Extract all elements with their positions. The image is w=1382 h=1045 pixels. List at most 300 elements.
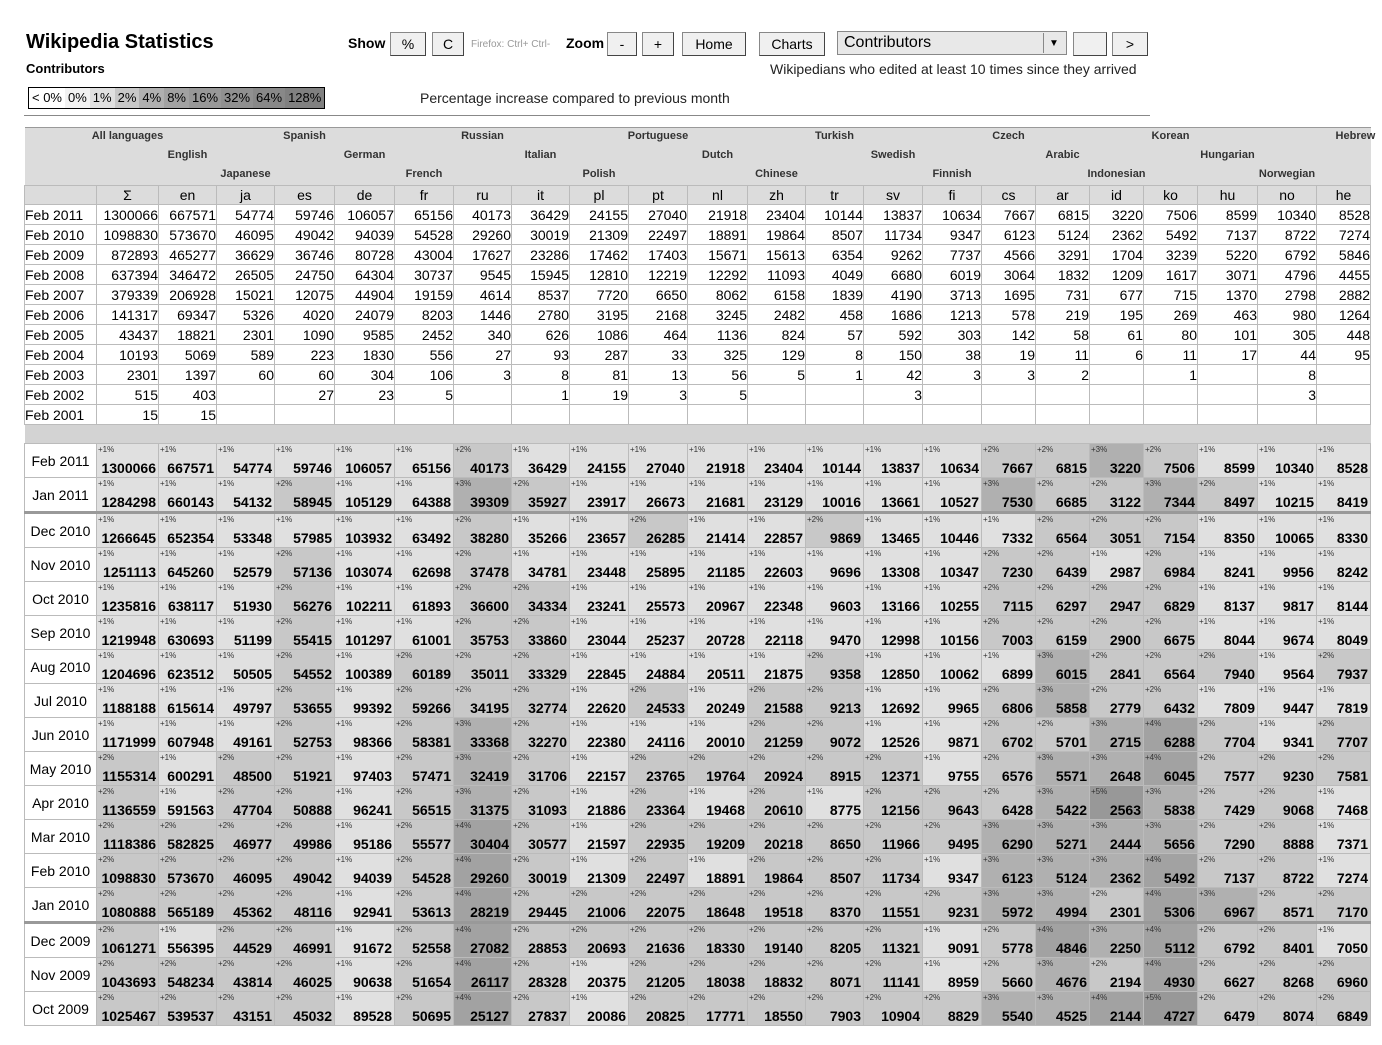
value-cell (335, 752, 395, 786)
percent-change: +2% (1199, 719, 1216, 728)
zoom-out-button[interactable]: - (607, 32, 637, 56)
percent-change: +1% (396, 479, 413, 488)
percent-change: +1% (1259, 719, 1276, 728)
percent-change: +2% (749, 959, 766, 968)
cell-content (97, 444, 158, 477)
cell-content (1198, 854, 1257, 887)
value-cell (512, 888, 570, 923)
value-cell (570, 786, 629, 820)
value-cell: 19 (570, 385, 629, 405)
value-cell: 2301 (217, 325, 275, 345)
cell-value: 26285 (646, 530, 685, 546)
language-code[interactable]: ru (454, 186, 512, 205)
cell-content (217, 718, 274, 751)
percent-change: +2% (513, 855, 530, 864)
percent-change: +2% (807, 821, 824, 830)
percent-change: +2% (924, 821, 941, 830)
cell-content (629, 854, 687, 887)
language-code[interactable]: fr (395, 186, 454, 205)
percent-change: +1% (336, 617, 353, 626)
value-cell: 24155 (570, 205, 629, 225)
cell-value: 5656 (1163, 836, 1195, 852)
value-cell (512, 923, 570, 958)
cell-value: 10904 (881, 1008, 920, 1024)
header-cell (570, 128, 629, 148)
language-code[interactable]: id (1090, 186, 1144, 205)
percent-change: +2% (865, 787, 882, 796)
cell-content (335, 992, 394, 1025)
percent-change: +2% (865, 889, 882, 898)
value-cell (806, 478, 864, 513)
cell-content (1090, 650, 1143, 683)
cell-content (217, 684, 274, 717)
value-cell (159, 752, 217, 786)
cell-value: 7332 (1001, 530, 1033, 546)
cell-value: 645260 (167, 564, 214, 580)
value-cell (923, 582, 982, 616)
value-cell: 19159 (395, 285, 454, 305)
language-code[interactable]: tr (806, 186, 864, 205)
cell-content (1090, 992, 1143, 1025)
cell-value: 4930 (1163, 974, 1195, 990)
cell-content (688, 548, 747, 581)
value-cell: 8507 (806, 225, 864, 245)
cell-value: 47704 (233, 802, 272, 818)
value-cell: 26505 (217, 265, 275, 285)
cell-value: 28328 (528, 974, 567, 990)
value-cell: 60 (275, 365, 335, 385)
zoom-label: Zoom (566, 35, 605, 51)
value-cell (217, 752, 275, 786)
cell-content (395, 718, 453, 751)
cell-value: 43814 (233, 974, 272, 990)
value-cell: 6815 (1036, 205, 1090, 225)
cell-content (217, 548, 274, 581)
value-cell (217, 718, 275, 752)
percent-change: +1% (160, 753, 177, 762)
value-cell (1144, 992, 1198, 1026)
metric-select[interactable] (837, 31, 1067, 55)
percent-change: +1% (336, 549, 353, 558)
language-code[interactable]: hu (1198, 186, 1258, 205)
cell-value: 2648 (1109, 768, 1141, 784)
cell-value: 21185 (706, 564, 745, 580)
cell-content (1258, 718, 1316, 751)
value-cell (1198, 923, 1258, 958)
language-code[interactable]: pl (570, 186, 629, 205)
cell-value: 1188188 (102, 700, 156, 716)
cell-value: 35011 (470, 666, 509, 682)
count-button[interactable]: C (432, 32, 464, 56)
cell-value: 9564 (1282, 666, 1314, 682)
value-cell: 223 (275, 345, 335, 365)
cell-content (275, 718, 334, 751)
cell-value: 2779 (1109, 700, 1141, 716)
value-cell: 287 (570, 345, 629, 365)
cell-value: 49986 (293, 836, 332, 852)
cell-value: 9091 (947, 940, 979, 956)
home-button[interactable]: Home (682, 32, 746, 56)
cell-value: 23917 (587, 494, 626, 510)
header-cell (1036, 166, 1090, 186)
cell-value: 29445 (528, 904, 567, 920)
value-cell: 2168 (629, 305, 688, 325)
cell-value: 22075 (646, 904, 685, 920)
cell-content (1090, 514, 1143, 547)
percent-change: +2% (276, 787, 293, 796)
value-cell (570, 958, 629, 992)
value-cell (159, 820, 217, 854)
percent-change: +1% (924, 685, 941, 694)
cell-value: 44529 (233, 940, 272, 956)
value-cell (512, 444, 570, 478)
value-cell: 1446 (454, 305, 512, 325)
cell-value: 5858 (1055, 700, 1087, 716)
language-code[interactable]: es (275, 186, 335, 205)
value-cell: 637394 (97, 265, 159, 285)
cell-value: 5124 (1055, 870, 1087, 886)
cell-content (629, 820, 687, 853)
cell-content (748, 854, 805, 887)
legend-swatch: 2% (115, 88, 140, 108)
value-cell: 42 (864, 365, 923, 385)
cell-content (275, 888, 334, 921)
value-cell (1258, 958, 1317, 992)
cell-content (864, 786, 922, 819)
value-cell (97, 888, 159, 923)
value-cell (1144, 718, 1198, 752)
percent-change: +4% (1145, 855, 1162, 864)
percent-change: +1% (336, 855, 353, 864)
header-cell (864, 128, 923, 148)
cell-value: 615614 (167, 700, 214, 716)
cell-content (1036, 684, 1089, 717)
value-cell (275, 684, 335, 718)
value-cell (335, 478, 395, 513)
value-cell (688, 992, 748, 1026)
percent-change: +2% (276, 993, 293, 1002)
percent-change: +2% (865, 753, 882, 762)
percent-change: +1% (807, 549, 824, 558)
value-cell: 3064 (982, 265, 1036, 285)
percent-change: +2% (513, 889, 530, 898)
header-cell (1144, 128, 1198, 148)
percent-change: +4% (455, 821, 472, 830)
cell-value: 8599 (1223, 460, 1255, 476)
value-cell (512, 582, 570, 616)
language-code[interactable]: no (1258, 186, 1317, 205)
header-cell (1317, 128, 1376, 148)
cell-content (512, 616, 569, 649)
value-cell: 9262 (864, 245, 923, 265)
cell-content (748, 820, 805, 853)
cell-content (217, 752, 274, 785)
cell-content (864, 820, 922, 853)
language-name: Chinese (755, 168, 798, 180)
language-code[interactable]: sv (864, 186, 923, 205)
percent-change: +1% (1199, 549, 1216, 558)
percent-change: +1% (218, 549, 235, 558)
value-cell (982, 786, 1036, 820)
cell-content (1317, 718, 1370, 751)
language-code[interactable]: Σ (97, 186, 159, 205)
cell-value: 5778 (1001, 940, 1033, 956)
value-cell: 3071 (1198, 265, 1258, 285)
table-row (25, 225, 1371, 245)
cell-value: 2987 (1109, 564, 1141, 580)
value-cell (688, 548, 748, 582)
value-cell (275, 582, 335, 616)
percent-change: +2% (1037, 479, 1054, 488)
value-cell (864, 616, 923, 650)
value-cell (1036, 582, 1090, 616)
blank-button[interactable] (1073, 32, 1107, 56)
language-code[interactable]: en (159, 186, 217, 205)
percent-change: +2% (160, 959, 177, 968)
cell-value: 65156 (412, 460, 451, 476)
language-name: Turkish (815, 130, 854, 142)
percent-change: +2% (396, 719, 413, 728)
cell-content (454, 718, 511, 751)
value-cell (570, 923, 629, 958)
percent-change: +2% (455, 685, 472, 694)
language-code[interactable]: ja (217, 186, 275, 205)
value-cell (454, 923, 512, 958)
cell-content (335, 924, 394, 957)
cell-content (923, 854, 981, 887)
cell-value: 40173 (470, 460, 509, 476)
cell-content (275, 958, 334, 991)
cell-content (982, 478, 1035, 511)
percent-change: +1% (689, 855, 706, 864)
cell-value: 8650 (829, 836, 861, 852)
language-name: French (405, 168, 443, 180)
percent-change: +2% (396, 959, 413, 968)
cell-content (923, 582, 981, 615)
cell-value: 12998 (881, 632, 920, 648)
cell-content (1144, 992, 1197, 1025)
percent-change: +2% (276, 479, 293, 488)
value-cell (1317, 548, 1371, 582)
percent-change: +2% (276, 821, 293, 830)
cell-content (159, 820, 216, 853)
zoom-in-button[interactable]: + (642, 32, 674, 56)
value-cell (570, 684, 629, 718)
cell-value: 6297 (1055, 598, 1087, 614)
value-cell (1258, 752, 1317, 786)
percent-change: +2% (1318, 993, 1335, 1002)
cell-content (159, 888, 216, 921)
value-cell: 15 (97, 405, 159, 425)
cell-value: 1251113 (103, 564, 156, 580)
percent-change: +1% (571, 583, 588, 592)
cell-content (629, 650, 687, 683)
value-cell (1090, 958, 1144, 992)
cell-value: 5112 (1164, 940, 1195, 956)
value-cell (688, 478, 748, 513)
cell-value: 6479 (1223, 1008, 1255, 1024)
cell-content (275, 650, 334, 683)
percent-change: +2% (630, 925, 647, 934)
percent-change: +3% (455, 787, 472, 796)
row-label: Oct 2010 (25, 582, 97, 616)
divider (24, 115, 1150, 116)
value-cell: 1264 (1317, 305, 1371, 325)
cell-content (748, 478, 805, 511)
value-cell (982, 992, 1036, 1026)
value-cell: 269 (1144, 305, 1198, 325)
percent-change: +1% (571, 549, 588, 558)
value-cell (1198, 718, 1258, 752)
cell-content (335, 752, 394, 785)
percent-change: +1% (865, 549, 882, 558)
value-cell: 15671 (688, 245, 748, 265)
value-cell (275, 650, 335, 684)
percent-change: +2% (924, 993, 941, 1002)
cell-value: 27040 (646, 460, 685, 476)
cell-content (335, 616, 394, 649)
cell-content (1198, 514, 1257, 547)
cell-content (97, 888, 158, 921)
value-cell: 379339 (97, 285, 159, 305)
value-cell: 3713 (923, 285, 982, 305)
value-cell (159, 582, 217, 616)
header-cell (629, 147, 688, 166)
value-cell (395, 888, 454, 923)
cell-content (275, 684, 334, 717)
value-cell (748, 752, 806, 786)
cell-content (1258, 548, 1316, 581)
language-code[interactable]: zh (748, 186, 806, 205)
language-code[interactable]: nl (688, 186, 748, 205)
language-name: Japanese (220, 168, 271, 180)
header-cell (97, 166, 159, 186)
cell-content (335, 684, 394, 717)
stats-table (24, 127, 1376, 1026)
value-cell: 23 (335, 385, 395, 405)
language-code[interactable]: ko (1144, 186, 1198, 205)
cell-value: 1155314 (102, 768, 156, 784)
percent-change: +2% (1145, 515, 1162, 524)
cell-value: 6564 (1055, 530, 1087, 546)
cell-value: 10215 (1275, 494, 1314, 510)
percent-change: +2% (455, 445, 472, 454)
language-name: Polish (582, 168, 616, 180)
percent-button[interactable]: % (390, 32, 426, 56)
language-code[interactable]: fi (923, 186, 982, 205)
percent-change: +1% (218, 445, 235, 454)
value-cell (1198, 958, 1258, 992)
value-cell (806, 616, 864, 650)
cell-value: 4846 (1055, 940, 1087, 956)
value-cell (1036, 650, 1090, 684)
value-cell (1317, 854, 1371, 888)
value-cell: 10340 (1258, 205, 1317, 225)
percent-change: +2% (513, 651, 530, 660)
stats-table-container[interactable] (24, 127, 1382, 1045)
value-cell (395, 992, 454, 1026)
cell-content (217, 888, 274, 921)
percent-change: +2% (160, 993, 177, 1002)
value-cell (1090, 405, 1144, 425)
language-code[interactable]: he (1317, 186, 1371, 205)
value-cell (335, 616, 395, 650)
cell-content (159, 786, 216, 819)
cell-content (923, 514, 981, 547)
cell-content (688, 820, 747, 853)
value-cell: 106057 (335, 205, 395, 225)
language-code[interactable]: cs (982, 186, 1036, 205)
value-cell: 12219 (629, 265, 688, 285)
cell-value: 56515 (412, 802, 451, 818)
value-cell: 346472 (159, 265, 217, 285)
cell-content (335, 582, 394, 615)
language-code[interactable]: de (335, 186, 395, 205)
value-cell: 7137 (1198, 225, 1258, 245)
cell-content (1144, 478, 1197, 511)
cell-content (335, 854, 394, 887)
table-row (25, 345, 1371, 365)
value-cell: 69347 (159, 305, 217, 325)
cell-content (1317, 478, 1370, 511)
percent-change: +1% (749, 617, 766, 626)
cell-content (395, 992, 453, 1025)
header-cell (1198, 128, 1258, 148)
value-cell (806, 820, 864, 854)
cell-value: 59266 (412, 700, 451, 716)
value-cell: 17627 (454, 245, 512, 265)
value-cell (688, 513, 748, 548)
percent-change: +2% (689, 959, 706, 968)
cell-value: 1098830 (101, 870, 156, 886)
next-button[interactable]: > (1112, 32, 1148, 56)
value-cell (1317, 923, 1371, 958)
language-code[interactable]: it (512, 186, 570, 205)
percent-change: +2% (1259, 855, 1276, 864)
percent-change: +3% (455, 753, 472, 762)
header-cell (91, 128, 164, 148)
cell-content (159, 958, 216, 991)
charts-button[interactable]: Charts (759, 32, 825, 56)
percent-change: +3% (983, 855, 1000, 864)
cell-value: 1118386 (103, 836, 156, 852)
language-name: All languages (91, 130, 164, 142)
language-code[interactable]: pt (629, 186, 688, 205)
cell-content (864, 548, 922, 581)
value-cell (97, 854, 159, 888)
value-cell (217, 513, 275, 548)
cell-value: 8888 (1282, 836, 1314, 852)
value-cell: 10634 (923, 205, 982, 225)
cell-value: 11321 (881, 940, 920, 956)
table-row (25, 992, 1371, 1026)
percent-change: +2% (1199, 959, 1216, 968)
cell-content (159, 854, 216, 887)
value-cell (806, 444, 864, 478)
value-cell: 10144 (806, 205, 864, 225)
percent-change: +2% (1145, 549, 1162, 558)
value-cell: 8062 (688, 285, 748, 305)
value-cell (1036, 385, 1090, 405)
row-label: Feb 2009 (25, 245, 97, 265)
language-code[interactable]: ar (1036, 186, 1090, 205)
chevron-down-icon[interactable]: ▼ (1043, 33, 1064, 53)
value-cell: 3 (1258, 385, 1317, 405)
value-cell (1317, 992, 1371, 1026)
value-cell (217, 888, 275, 923)
cell-value: 7819 (1336, 700, 1368, 716)
cell-value: 55577 (412, 836, 451, 852)
